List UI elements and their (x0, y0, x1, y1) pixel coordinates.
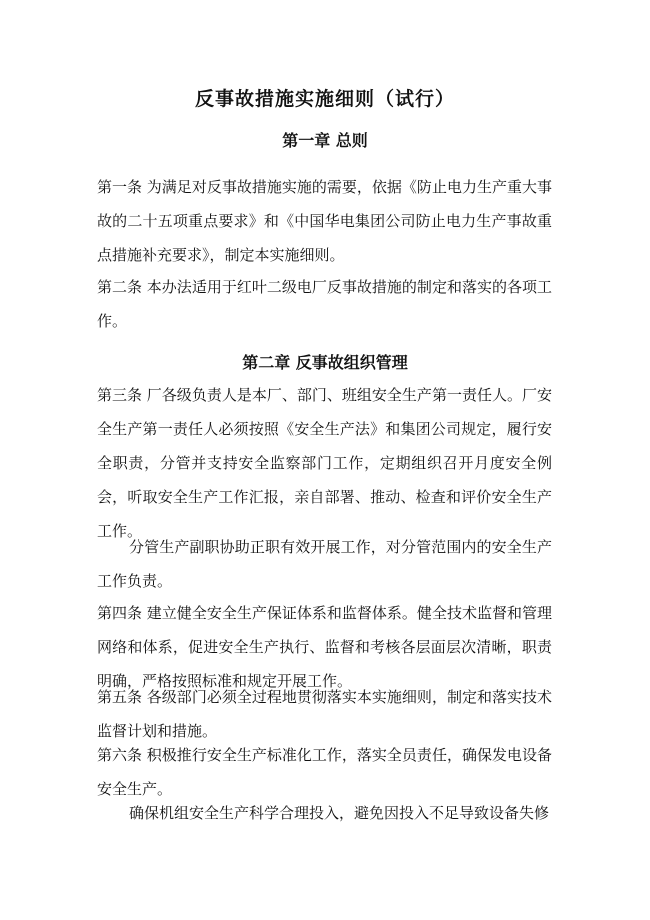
article-1-paragraph: 第一条 为满足对反事故措施实施的需要，依据《防止电力生产重大事故的二十五项重点要求》和《中国华电集团公司防止电力生产事故重点措施补充要求》，制定本实施细则。 (97, 178, 552, 264)
article-6-paragraph: 第六条 积极推行安全生产标准化工作，落实全员责任，确保发电设备安全生产。 (97, 746, 552, 798)
article-5-paragraph: 第五条 各级部门必须全过程地贯彻落实本实施细则，制定和落实技术监督计划和措施。 (97, 688, 552, 740)
chapter-heading-general: 第一章 总则 (282, 131, 368, 150)
article-2-paragraph: 第二条 本办法适用于红叶二级电厂反事故措施的制定和落实的各项工作。 (97, 278, 552, 330)
investment-paragraph: 确保机组安全生产科学合理投入，避免因投入不足导致设备失修 (129, 804, 550, 822)
article-3-paragraph: 第三条 厂各级负责人是本厂、部门、班组安全生产第一责任人。厂安全生产第一责任人必须按照《安全生产法》和集团公司规定，履行安全职责，分管并支持安全监察部门工作，定期组织召开月度安全例会，听取安全生产工作汇报，亲自部署、推动、检查和评价安全生产工作。 (97, 386, 552, 540)
vice-responsibility-paragraph: 分管生产副职协助正职有效开展工作，对分管范围内的安全生产工作负责。 (97, 538, 552, 590)
article-4-paragraph: 第四条 建立健全安全生产保证体系和监督体系。健全技术监督和管理网络和体系，促进安全生产执行、监督和考核各层面层次清晰，职责明确，严格按照标准和规定开展工作。 (97, 604, 552, 690)
document-title: 反事故措施实施细则（试行） (194, 88, 455, 110)
chapter-heading-organization: 第二章 反事故组织管理 (242, 353, 408, 372)
